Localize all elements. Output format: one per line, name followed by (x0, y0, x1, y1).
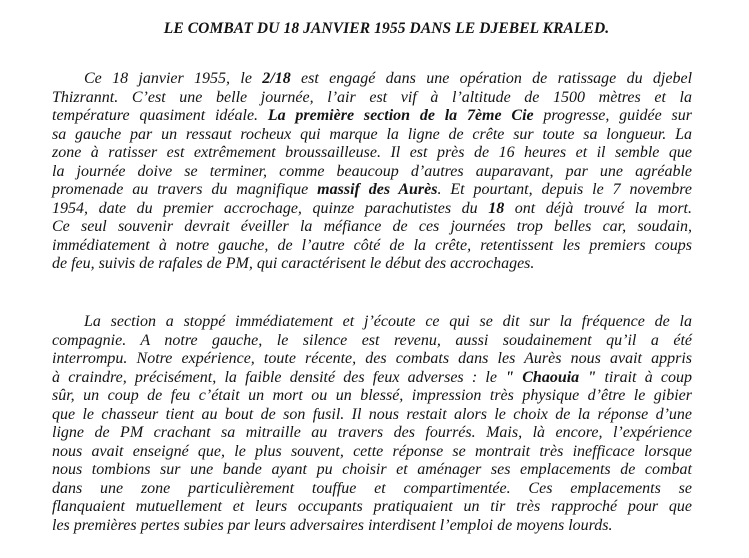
text-segment: immédiatement à notre gauche, de l’autre côté de la crête, retentissent les premiers coups (52, 236, 692, 254)
document-title: LE COMBAT DU 18 JANVIER 1955 DANS LE DJEBEL KRALED. (163, 20, 610, 37)
text-line (52, 406, 692, 425)
text-line (52, 424, 692, 443)
paragraph-2 (52, 313, 692, 536)
text-line (52, 369, 692, 388)
emphasized-text: " Chaouia " (505, 368, 597, 386)
text-segment: compagnie. A notre gauche, le silence est revenu, aussi soudainement qu’il a été (52, 331, 692, 349)
text-line (52, 350, 692, 369)
text-line (52, 255, 692, 274)
text-line (52, 237, 692, 256)
text-segment: Ce seul souvenir devrait éveiller la méfiance de ces journées trop belles car, soudain, (52, 218, 692, 236)
text-segment: ligne de PM crachant sa mitraille au travers des fourrés. Mais, là encore, l’expérience (52, 424, 692, 442)
text-line (52, 70, 692, 89)
text-segment: nous tombions sur une bande ayant pu choisir et aménager ses emplacements de combat (52, 461, 692, 479)
text-segment: tirait à coup (596, 368, 693, 386)
text-segment: la journée doive se terminer, comme beaucoup d’autres auparavant, par une agréable (52, 162, 692, 180)
text-segment: à craindre, précisément, la faible densité des feux adverses : le (52, 368, 506, 386)
text-segment: les premières pertes subies par leurs adversaires interdisent l’emploi de moyens lourds. (52, 517, 613, 535)
text-segment: progresse, guidée sur (533, 107, 692, 125)
text-segment: de feu, suivis de rafales de PM, qui caractérisent le début des accrochages. (52, 255, 535, 273)
emphasized-text: La première section de la 7ème Cie (267, 107, 534, 125)
text-segment: . Et pourtant, depuis le 7 novembre (437, 181, 692, 199)
text-segment: dans une zone particulièrement touffue et compartimentée. Ces emplacements se (52, 479, 692, 497)
text-line (52, 461, 692, 480)
text-line (52, 517, 692, 536)
text-line (52, 313, 692, 332)
text-line (52, 332, 692, 351)
text-segment: flanquaient mutuellement et leurs occupants pratiquaient un tir très rapproché pour que (52, 498, 692, 516)
text-line (52, 89, 692, 108)
text-line (52, 163, 692, 182)
paragraph-1 (52, 70, 692, 274)
text-line (52, 144, 692, 163)
text-line (52, 480, 692, 499)
emphasized-text: massif des Aurès (317, 181, 438, 199)
text-segment: sa gauche par un ressaut rocheux qui marque la ligne de crête sur toute sa longueur. La (52, 125, 692, 143)
text-segment: ont déjà trouvé la mort. (504, 199, 692, 217)
text-segment: nous avait enseigné que, le plus souvent, cette réponse se montrait très inefficace lorsque (52, 442, 692, 460)
text-segment: température quasiment idéale. (52, 107, 268, 125)
text-line (52, 107, 692, 126)
text-line (52, 387, 692, 406)
text-line (52, 200, 692, 219)
emphasized-text: 2/18 (262, 70, 291, 87)
text-line (52, 443, 692, 462)
text-segment: est engagé dans une opération de ratissage du djebel (290, 70, 693, 87)
text-segment: 1954, date du premier accrochage, quinze parachutistes du (52, 199, 489, 217)
text-line (52, 218, 692, 237)
text-segment: interrompu. Notre expérience, toute récente, des combats dans les Aurès nous avait appris (52, 350, 692, 368)
text-segment: Thizrannt. C’est une belle journée, l’air est vif à l’altitude de 1500 mètres et la (52, 88, 692, 106)
text-segment: La section a stoppé immédiatement et j’écoute ce qui se dit sur la fréquence de la (84, 313, 692, 330)
emphasized-text: 18 (488, 199, 505, 217)
text-segment: promenade au travers du magnifique (52, 181, 318, 199)
text-line (52, 181, 692, 200)
text-segment: zone à ratisser est extrêmement broussailleuse. Il est près de 16 heures et il semble que (52, 144, 692, 162)
text-segment: Ce 18 janvier 1955, le (84, 70, 263, 87)
text-line (52, 498, 692, 517)
text-segment: que le chasseur tient au bout de son fusil. Il nous restait alors le choix de la réponse d’une (52, 405, 692, 423)
text-line (52, 126, 692, 145)
text-segment: sûr, un coup de feu c’était un mort ou un blessé, impression très physique d’être le gibier (52, 387, 692, 405)
